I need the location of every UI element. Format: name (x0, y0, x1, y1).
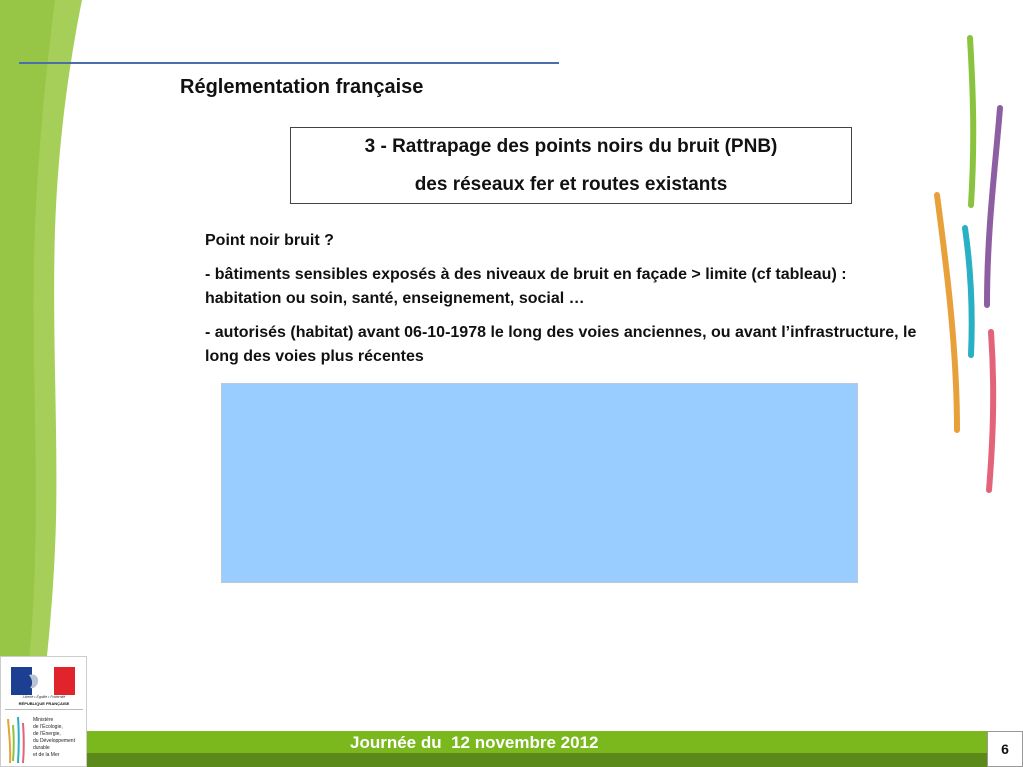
slide-title-line-2: des réseaux fer et routes existants (414, 174, 728, 195)
slide-title-box (290, 127, 852, 204)
logo-motto: Liberté • Égalité • Fraternité (22, 695, 66, 699)
section-heading: Réglementation française (180, 76, 424, 98)
header-rule (19, 62, 559, 64)
logo-ministry-name (33, 717, 87, 759)
logo-ministry-line: de l’Écologie, (33, 724, 63, 730)
decorative-ribbons (925, 30, 1015, 500)
ministry-logo (0, 656, 87, 767)
bullet-authorized-before: - autorisés (habitat) avant 06-10-1978 le long des voies anciennes, ou avant l’infrastructure, le long des voies plus récentes (205, 324, 917, 365)
footer-event-text: Journée du 12 novembre 2012 (350, 733, 599, 752)
footer-band-dark (87, 753, 987, 767)
logo-ministry-line: durable (33, 745, 50, 751)
logo-ministry-line: de l’Énergie, (33, 731, 61, 737)
image-placeholder (221, 383, 858, 583)
logo-republic: RÉPUBLIQUE FRANÇAISE (18, 701, 70, 706)
bullet-sensitive-buildings: - bâtiments sensibles exposés à des niveaux de bruit en façade > limite (cf tableau) : habitation ou soin, santé, enseignement, social … (205, 266, 847, 307)
question-text: Point noir bruit ? (205, 232, 334, 249)
marianne-flag-icon (11, 667, 75, 695)
slide-body (205, 229, 925, 379)
page-number: 6 (987, 731, 1023, 767)
logo-ministry-line: et de la Mer (33, 752, 60, 758)
logo-ministry-line: Ministère (33, 717, 54, 723)
logo-divider (5, 709, 83, 710)
green-swoosh-decoration (0, 0, 120, 767)
logo-ministry-line: du Développement (33, 738, 75, 744)
logo-ribbons-icon (5, 715, 29, 765)
slide-title-line-1: 3 - Rattrapage des points noirs du bruit (PNB) (364, 136, 778, 157)
